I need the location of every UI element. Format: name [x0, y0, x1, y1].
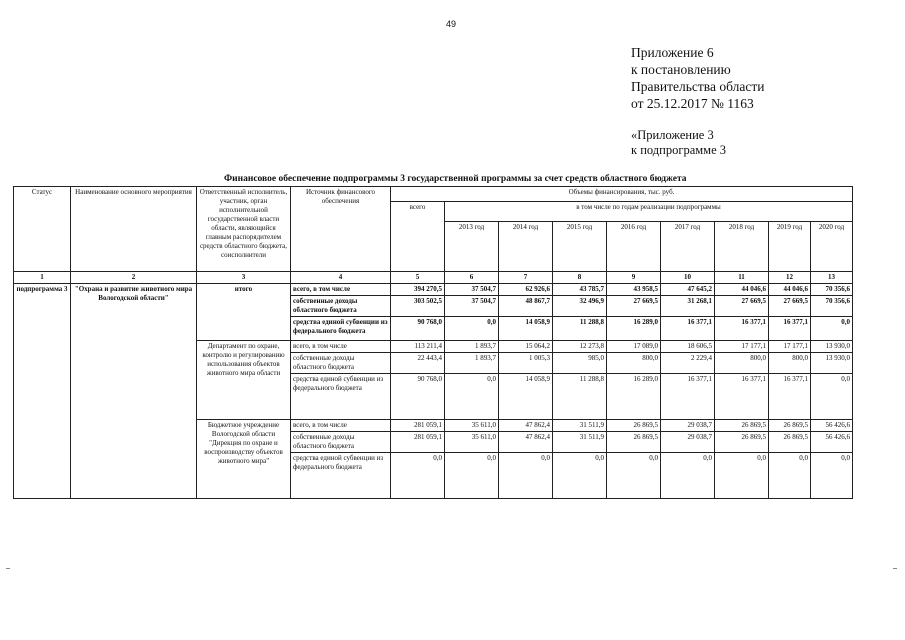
executor-cell: Бюджетное учреждение Вологодской области "Дирекция по охране и воспроизводству объектов животного мира" — [197, 420, 291, 499]
value-cell: 0,0 — [445, 317, 499, 341]
value-cell: 12 273,8 — [553, 341, 607, 353]
appendix-sub-block — [631, 128, 726, 158]
value-cell: 0,0 — [769, 453, 811, 499]
value-cell: 26 869,5 — [607, 432, 661, 453]
value-cell: 0,0 — [607, 453, 661, 499]
source-cell: средства единой субвенции из федерального бюджета — [291, 317, 391, 341]
executor-cell: итого — [197, 284, 291, 341]
appendix-sub-line: к подпрограмме 3 — [631, 143, 726, 157]
source-cell: всего, в том числе — [291, 420, 391, 432]
column-number: 8 — [553, 272, 607, 284]
value-cell: 16 289,0 — [607, 374, 661, 420]
value-cell: 31 268,1 — [661, 296, 715, 317]
value-cell: 13 930,0 — [811, 353, 853, 374]
column-number: 10 — [661, 272, 715, 284]
header-event-name: Наименование основного мероприятия — [71, 187, 197, 272]
value-cell: 29 038,7 — [661, 420, 715, 432]
column-number: 1 — [14, 272, 71, 284]
header-volumes: Объемы финансирования, тыс. руб. — [391, 187, 853, 202]
value-cell: 90 768,0 — [391, 317, 445, 341]
value-cell: 35 611,0 — [445, 432, 499, 453]
value-cell: 43 958,5 — [607, 284, 661, 296]
appendix-line: Приложение 6 — [631, 45, 714, 60]
column-number: 7 — [499, 272, 553, 284]
value-cell: 17 089,0 — [607, 341, 661, 353]
executor-cell: Департамент по охране, контролю и регулированию использования объектов животного мира области — [197, 341, 291, 420]
value-cell: 70 356,6 — [811, 296, 853, 317]
value-cell: 800,0 — [715, 353, 769, 374]
value-cell: 985,0 — [553, 353, 607, 374]
value-cell: 27 669,5 — [769, 296, 811, 317]
value-cell: 800,0 — [769, 353, 811, 374]
header-year: 2019 год — [769, 222, 811, 272]
value-cell: 113 211,4 — [391, 341, 445, 353]
value-cell: 56 426,6 — [811, 432, 853, 453]
appendix-sub-line: «Приложение 3 — [631, 128, 714, 142]
value-cell: 0,0 — [661, 453, 715, 499]
value-cell: 16 377,1 — [661, 317, 715, 341]
header-year: 2013 год — [445, 222, 499, 272]
value-cell: 47 645,2 — [661, 284, 715, 296]
value-cell: 16 289,0 — [607, 317, 661, 341]
value-cell: 47 862,4 — [499, 432, 553, 453]
value-cell: 32 496,9 — [553, 296, 607, 317]
value-cell: 1 893,7 — [445, 341, 499, 353]
header-responsible: Ответственный исполнитель, участник, орган исполнительной государственной власти области, являющийся главным распорядителем средств областного бюджета, соисполнители — [197, 187, 291, 272]
header-year: 2020 год — [811, 222, 853, 272]
value-cell: 800,0 — [607, 353, 661, 374]
value-cell: 1 893,7 — [445, 353, 499, 374]
table-title: Финансовое обеспечение подпрограммы 3 государственной программы за счет средств областного бюджета — [224, 174, 687, 184]
appendix-line: от 25.12.2017 № 1163 — [631, 96, 754, 111]
source-cell: всего, в том числе — [291, 341, 391, 353]
source-cell: собственные доходы областного бюджета — [291, 296, 391, 317]
value-cell: 47 862,4 — [499, 420, 553, 432]
source-cell: средства единой субвенции из федерального бюджета — [291, 374, 391, 420]
value-cell: 14 058,9 — [499, 374, 553, 420]
value-cell: 18 606,5 — [661, 341, 715, 353]
value-cell: 15 064,2 — [499, 341, 553, 353]
value-cell: 26 869,5 — [715, 432, 769, 453]
value-cell: 281 059,1 — [391, 432, 445, 453]
value-cell: 16 377,1 — [769, 317, 811, 341]
appendix-line: Правительства области — [631, 79, 765, 94]
header-year: 2014 год — [499, 222, 553, 272]
value-cell: 26 869,5 — [607, 420, 661, 432]
column-number: 11 — [715, 272, 769, 284]
value-cell: 48 867,7 — [499, 296, 553, 317]
value-cell: 2 229,4 — [661, 353, 715, 374]
status-cell: подпрограмма 3 — [14, 284, 71, 499]
header-year: 2016 год — [607, 222, 661, 272]
value-cell: 44 046,6 — [715, 284, 769, 296]
column-number: 9 — [607, 272, 661, 284]
source-cell: средства единой субвенции из федерального бюджета — [291, 453, 391, 499]
margin-mark — [893, 568, 897, 569]
value-cell: 16 377,1 — [769, 374, 811, 420]
header-year: 2018 год — [715, 222, 769, 272]
source-cell: собственные доходы областного бюджета — [291, 432, 391, 453]
value-cell: 11 288,8 — [553, 374, 607, 420]
source-cell: всего, в том числе — [291, 284, 391, 296]
value-cell: 0,0 — [391, 453, 445, 499]
value-cell: 70 356,6 — [811, 284, 853, 296]
margin-mark — [6, 568, 10, 569]
value-cell: 0,0 — [811, 374, 853, 420]
source-cell: собственные доходы областного бюджета — [291, 353, 391, 374]
value-cell: 0,0 — [553, 453, 607, 499]
header-by-years: в том числе по годам реализации подпрограммы — [445, 202, 853, 222]
value-cell: 13 930,0 — [811, 341, 853, 353]
value-cell: 37 504,7 — [445, 284, 499, 296]
value-cell: 37 504,7 — [445, 296, 499, 317]
value-cell: 16 377,1 — [661, 374, 715, 420]
column-number: 12 — [769, 272, 811, 284]
value-cell: 27 669,5 — [715, 296, 769, 317]
appendix-line: к постановлению — [631, 62, 731, 77]
value-cell: 29 038,7 — [661, 432, 715, 453]
header-source: Источник финансового обеспечения — [291, 187, 391, 272]
value-cell: 303 502,5 — [391, 296, 445, 317]
column-number: 5 — [391, 272, 445, 284]
value-cell: 0,0 — [445, 453, 499, 499]
column-number: 13 — [811, 272, 853, 284]
value-cell: 17 177,1 — [769, 341, 811, 353]
value-cell: 16 377,1 — [715, 374, 769, 420]
value-cell: 90 768,0 — [391, 374, 445, 420]
value-cell: 14 058,9 — [499, 317, 553, 341]
value-cell: 394 270,5 — [391, 284, 445, 296]
value-cell: 281 059,1 — [391, 420, 445, 432]
value-cell: 22 443,4 — [391, 353, 445, 374]
value-cell: 31 511,9 — [553, 420, 607, 432]
value-cell: 35 611,0 — [445, 420, 499, 432]
value-cell: 27 669,5 — [607, 296, 661, 317]
table-row — [14, 284, 853, 296]
value-cell: 0,0 — [811, 453, 853, 499]
value-cell: 11 288,8 — [553, 317, 607, 341]
column-number: 4 — [291, 272, 391, 284]
event-name-cell: "Охрана и развитие животного мира Вологодской области" — [71, 284, 197, 499]
header-status: Статус — [14, 187, 71, 272]
value-cell: 1 005,3 — [499, 353, 553, 374]
page-number: 49 — [446, 19, 457, 29]
column-number: 2 — [71, 272, 197, 284]
value-cell: 17 177,1 — [715, 341, 769, 353]
header-year: 2017 год — [661, 222, 715, 272]
financing-table — [13, 186, 853, 499]
header-total: всего — [391, 202, 445, 272]
column-number: 6 — [445, 272, 499, 284]
value-cell: 31 511,9 — [553, 432, 607, 453]
value-cell: 26 869,5 — [769, 420, 811, 432]
value-cell: 0,0 — [715, 453, 769, 499]
header-year: 2015 год — [553, 222, 607, 272]
value-cell: 56 426,6 — [811, 420, 853, 432]
value-cell: 26 869,5 — [715, 420, 769, 432]
value-cell: 0,0 — [445, 374, 499, 420]
value-cell: 44 046,6 — [769, 284, 811, 296]
column-number: 3 — [197, 272, 291, 284]
value-cell: 26 869,5 — [769, 432, 811, 453]
value-cell: 0,0 — [499, 453, 553, 499]
value-cell: 0,0 — [811, 317, 853, 341]
value-cell: 62 926,6 — [499, 284, 553, 296]
value-cell: 43 785,7 — [553, 284, 607, 296]
value-cell: 16 377,1 — [715, 317, 769, 341]
appendix-block — [631, 44, 764, 112]
